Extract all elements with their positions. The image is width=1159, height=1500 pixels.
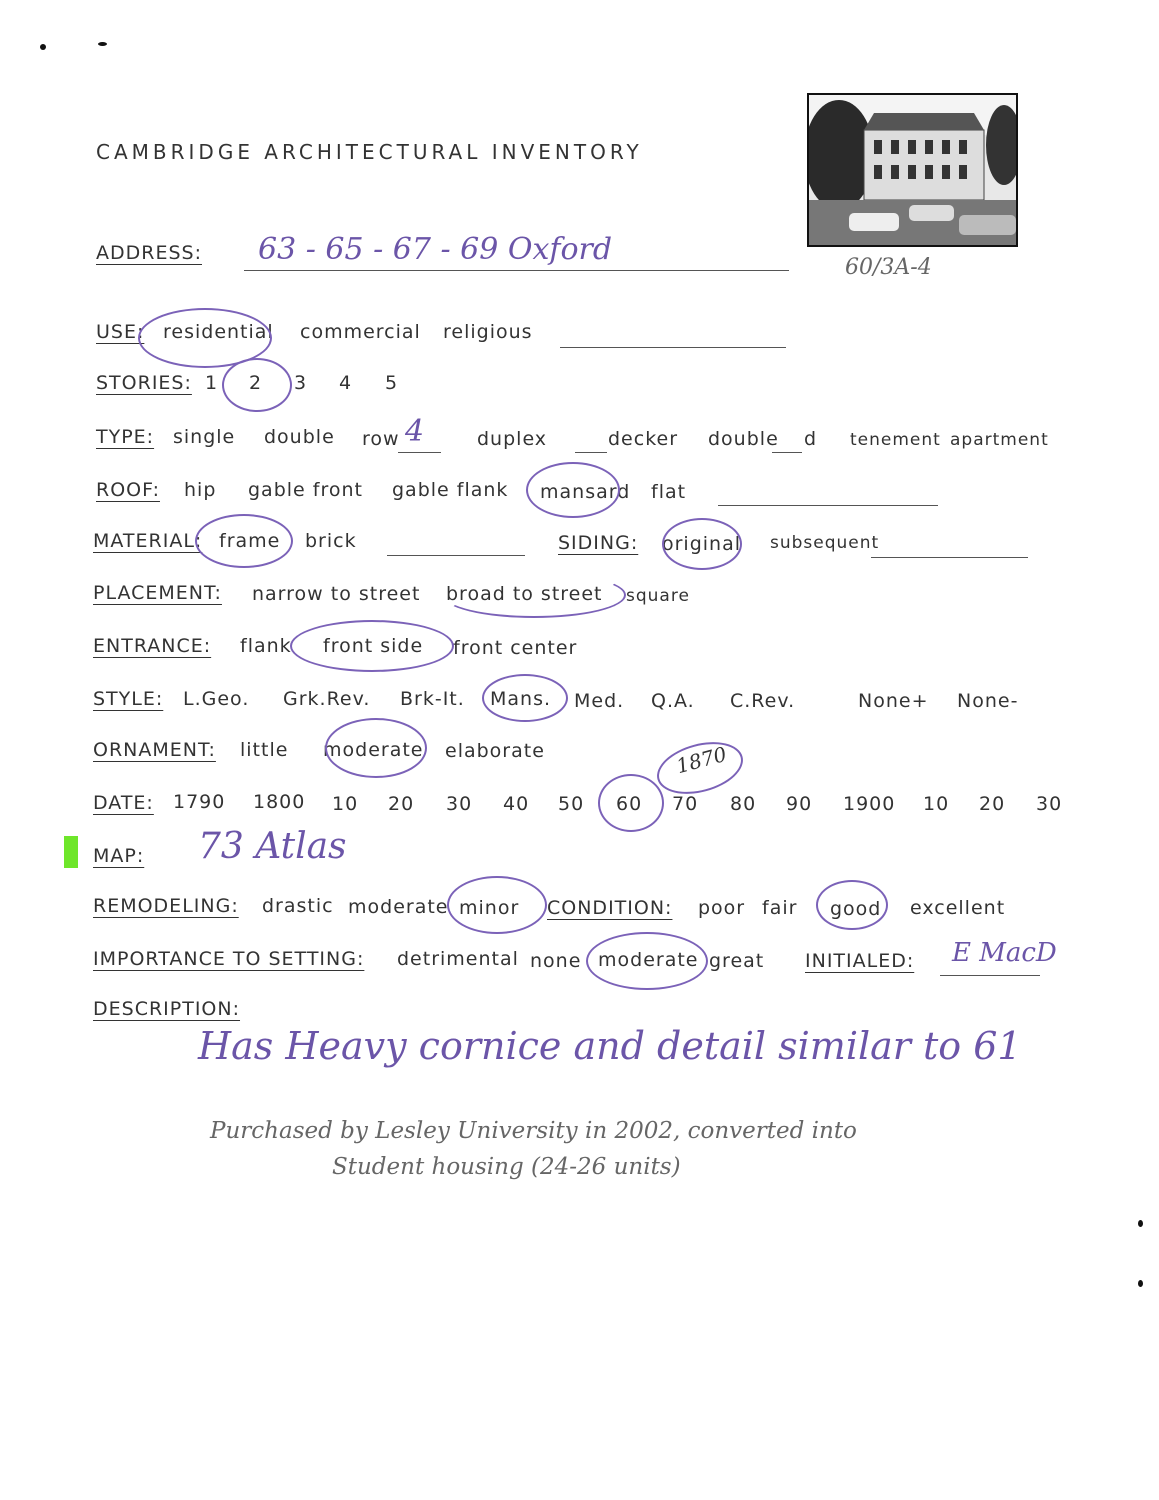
scan-mark: [98, 42, 107, 46]
material-label: MATERIAL:: [93, 530, 203, 552]
material-brick: brick: [305, 530, 357, 552]
condition-fair: fair: [762, 897, 798, 919]
type-double-blank: [772, 452, 802, 453]
style-mans: Mans.: [490, 688, 552, 710]
date-1910: 10: [923, 793, 950, 815]
form-title: CAMBRIDGE ARCHITECTURAL INVENTORY: [96, 140, 643, 164]
highlighter-mark: [64, 836, 78, 868]
type-single: single: [173, 426, 236, 448]
stories-3: 3: [294, 372, 308, 394]
initialed-line: [940, 975, 1040, 976]
circle-mark: [442, 572, 626, 618]
importance-none: none: [530, 950, 582, 972]
use-commercial: commercial: [300, 321, 421, 343]
style-qa: Q.A.: [651, 690, 695, 712]
remodeling-moderate: moderate: [348, 896, 449, 918]
use-religious: religious: [443, 321, 533, 343]
circle-mark: [662, 518, 742, 570]
type-tenement: tenement: [850, 430, 941, 450]
type-decker-blank: [575, 452, 607, 453]
map-value: 73 Atlas: [198, 826, 347, 867]
use-residential: residential: [163, 321, 274, 343]
ornament-elaborate: elaborate: [445, 740, 545, 762]
siding-subsequent: subsequent: [770, 533, 880, 553]
address-label: ADDRESS:: [96, 242, 202, 264]
type-apartment: apartment: [950, 430, 1049, 450]
use-label: USE:: [96, 321, 145, 343]
remodeling-minor: minor: [459, 897, 520, 919]
date-label: DATE:: [93, 792, 154, 814]
photo-reference: 60/3A-4: [845, 255, 932, 280]
stories-4: 4: [339, 372, 353, 394]
date-1790: 1790: [173, 791, 226, 813]
building-photo: [807, 93, 1018, 247]
map-label: MAP:: [93, 845, 145, 867]
siding-original: original: [662, 533, 742, 555]
date-30: 30: [446, 793, 473, 815]
entrance-front-side: front side: [323, 635, 424, 657]
style-brkit: Brk-It.: [400, 688, 465, 710]
remodeling-drastic: drastic: [262, 895, 334, 917]
roof-mansard: mansard: [540, 481, 631, 503]
circle-mark: [222, 358, 292, 412]
ornament-label: ORNAMENT:: [93, 739, 216, 761]
roof-flat: flat: [651, 481, 687, 503]
type-d: d: [804, 428, 818, 450]
date-1900: 1900: [843, 793, 896, 815]
material-blank: [387, 555, 525, 556]
style-grkrev: Grk.Rev.: [283, 688, 371, 710]
date-40: 40: [503, 793, 530, 815]
circle-mark: [482, 674, 568, 722]
date-60: 60: [616, 793, 643, 815]
roof-gable-flank: gable flank: [392, 479, 509, 501]
importance-detrimental: detrimental: [397, 948, 519, 970]
style-label: STYLE:: [93, 688, 164, 710]
use-blank: [560, 347, 786, 348]
placement-square: square: [626, 586, 690, 606]
ornament-moderate: moderate: [323, 739, 424, 761]
date-handwritten: 1870: [673, 741, 730, 779]
roof-gable-front: gable front: [248, 479, 363, 501]
roof-hip: hip: [184, 479, 217, 501]
address-line: [244, 270, 789, 271]
condition-label: CONDITION:: [547, 897, 673, 919]
circle-mark: [290, 620, 454, 672]
type-decker: decker: [608, 428, 679, 450]
scan-mark: [1138, 1220, 1143, 1227]
entrance-front-center: front center: [453, 637, 578, 659]
stories-5: 5: [385, 372, 399, 394]
scan-mark: [1138, 1280, 1143, 1287]
roof-label: ROOF:: [96, 479, 160, 501]
type-row: row: [362, 428, 400, 450]
stories-2: 2: [249, 372, 263, 394]
importance-label: IMPORTANCE TO SETTING:: [93, 948, 365, 970]
type-row-count: 4: [405, 414, 425, 449]
material-frame: frame: [219, 530, 281, 552]
date-1800: 1800: [253, 791, 306, 813]
remodeling-label: REMODELING:: [93, 895, 239, 917]
importance-great: great: [709, 950, 765, 972]
circle-mark: [195, 514, 293, 568]
placement-label: PLACEMENT:: [93, 582, 222, 604]
style-none-plus: None+: [858, 690, 929, 712]
stories-1: 1: [205, 372, 219, 394]
date-70: 70: [672, 793, 699, 815]
circle-mark: [598, 774, 664, 832]
date-1920: 20: [979, 793, 1006, 815]
note-line-1: Purchased by Lesley University in 2002, converted into: [210, 1118, 857, 1144]
circle-mark: [325, 718, 427, 778]
condition-poor: poor: [698, 897, 746, 919]
date-50: 50: [558, 793, 585, 815]
roof-blank: [718, 505, 938, 506]
style-lgeo: L.Geo.: [183, 688, 250, 710]
entrance-label: ENTRANCE:: [93, 635, 212, 657]
circle-mark: [447, 876, 547, 934]
ornament-little: little: [240, 739, 289, 761]
entrance-flank: flank: [240, 635, 292, 657]
circle-mark: [526, 462, 620, 518]
circle-mark: [586, 932, 708, 990]
type-label: TYPE:: [96, 426, 155, 448]
description-label: DESCRIPTION:: [93, 998, 241, 1020]
style-crev: C.Rev.: [730, 690, 796, 712]
siding-label: SIDING:: [558, 532, 639, 554]
type-row-blank: [398, 452, 441, 453]
stories-label: STORIES:: [96, 372, 192, 394]
circle-mark: [816, 880, 888, 930]
scan-mark: [40, 44, 46, 50]
placement-broad: broad to street: [446, 583, 603, 605]
date-20: 20: [388, 793, 415, 815]
condition-excellent: excellent: [910, 897, 1006, 919]
date-80: 80: [730, 793, 757, 815]
condition-good: good: [830, 898, 882, 920]
note-line-2: Student housing (24-26 units): [332, 1154, 681, 1180]
type-duplex: duplex: [477, 428, 548, 450]
initialed-label: INITIALED:: [805, 950, 915, 972]
importance-moderate: moderate: [598, 949, 699, 971]
date-10: 10: [332, 793, 359, 815]
type-double-d: double: [708, 428, 779, 450]
placement-narrow: narrow to street: [252, 583, 421, 605]
date-90: 90: [786, 793, 813, 815]
type-double: double: [264, 426, 335, 448]
style-med: Med.: [574, 690, 625, 712]
initialed-value: E MacD: [952, 938, 1057, 968]
siding-blank: [871, 557, 1028, 558]
address-value: 63 - 65 - 67 - 69 Oxford: [258, 232, 613, 267]
date-1930: 30: [1036, 793, 1063, 815]
style-none-minus: None-: [957, 690, 1019, 712]
description-value: Has Heavy cornice and detail similar to 61: [198, 1024, 1022, 1068]
